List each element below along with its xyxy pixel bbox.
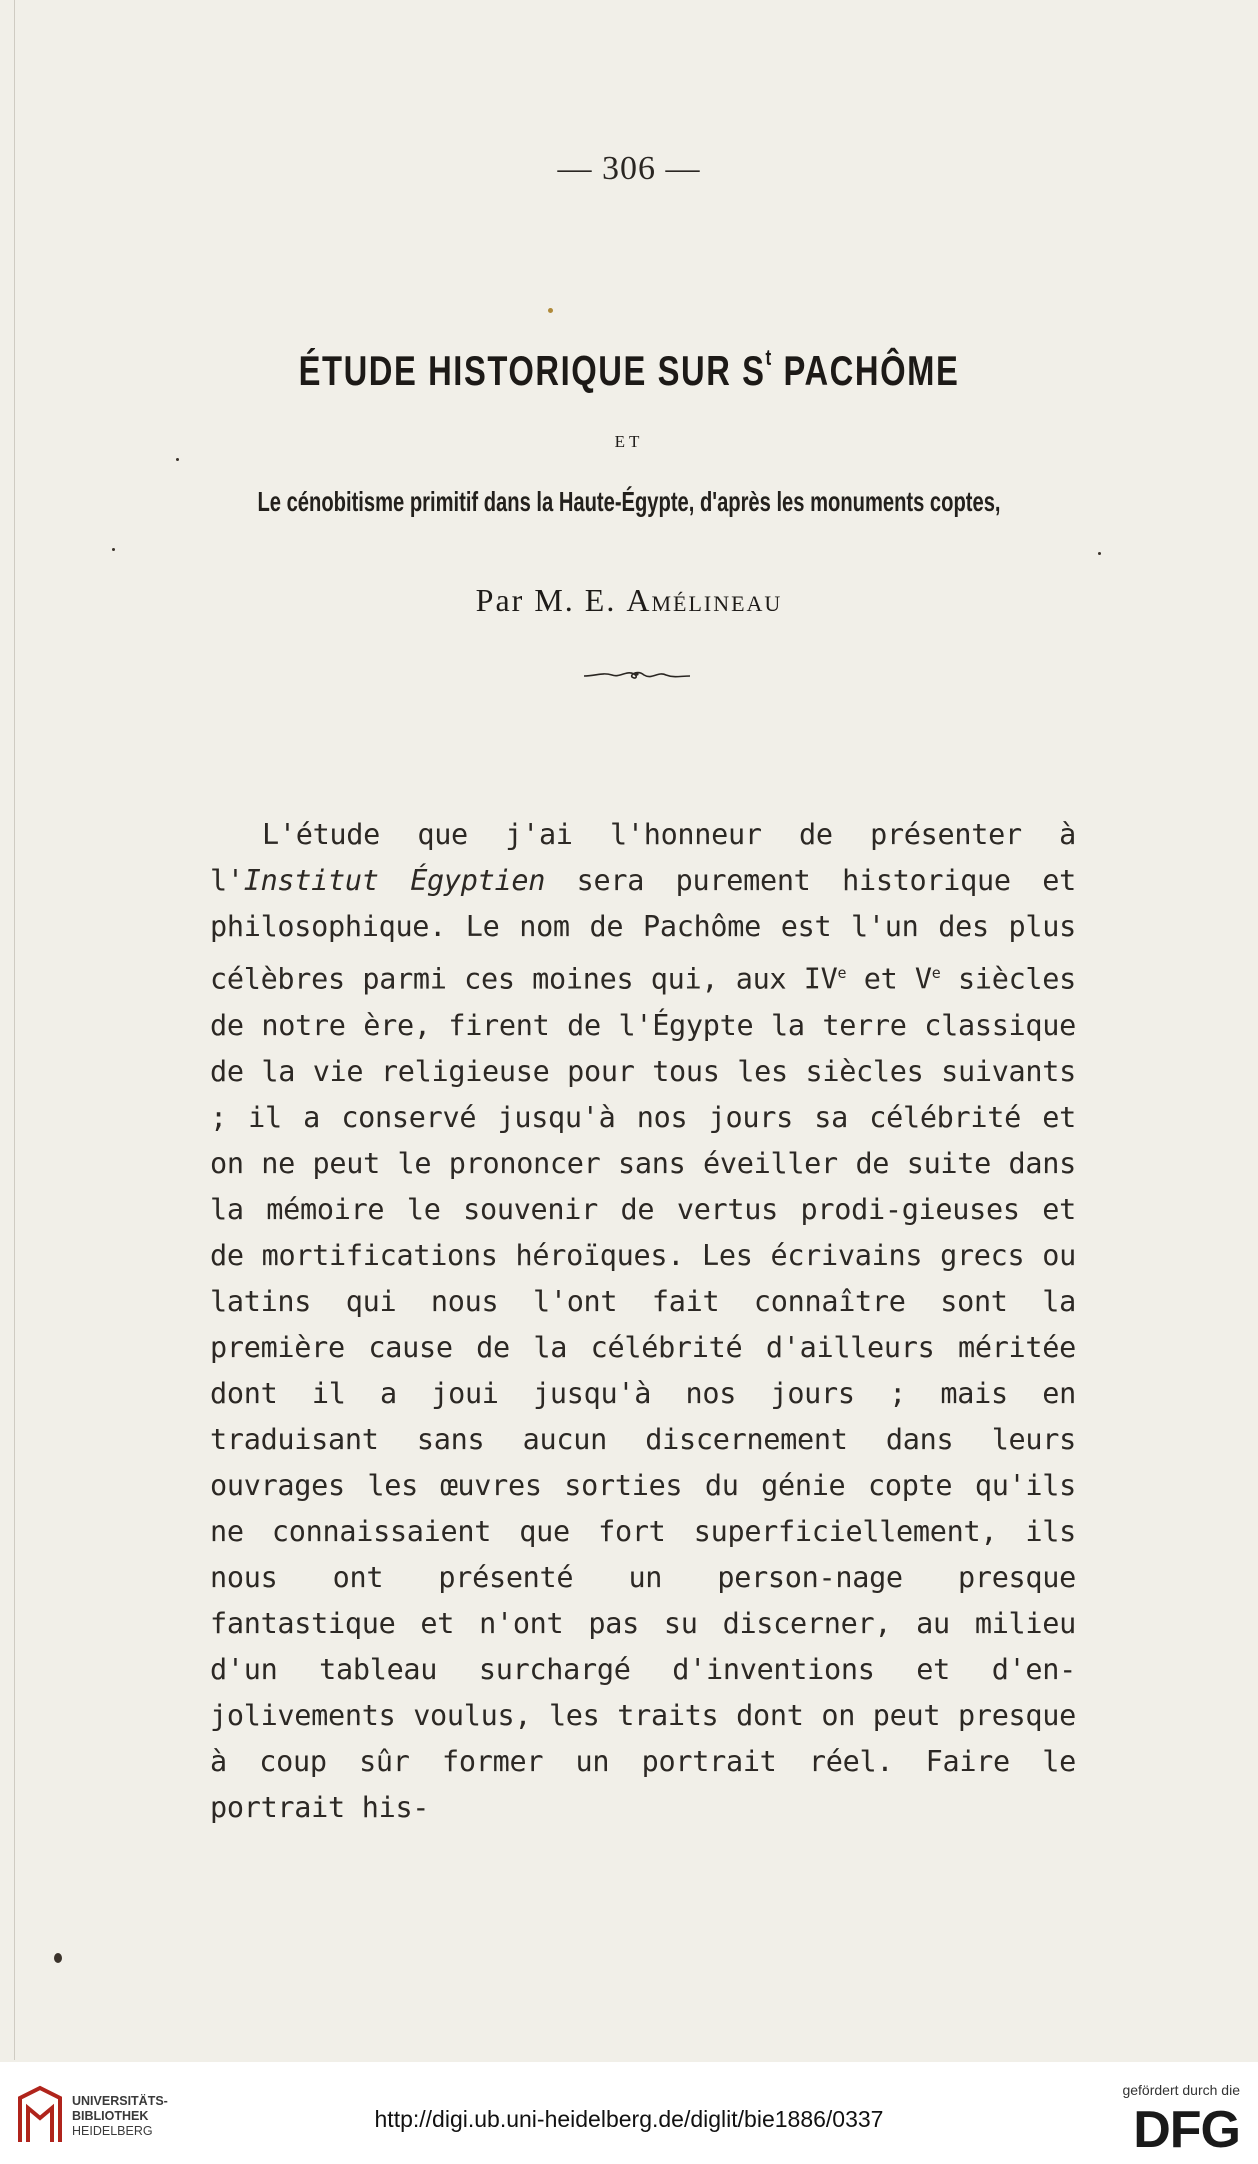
- article-body: [210, 812, 1076, 1831]
- body-superscript-2: e: [931, 964, 941, 982]
- body-superscript-1: e: [837, 964, 847, 982]
- footer-bar: [0, 2062, 1258, 2164]
- dfg-logo: DFG: [1133, 2101, 1240, 2159]
- page-number: — 306 —: [557, 150, 701, 187]
- body-paragraph: [210, 812, 1076, 1831]
- permalink-url[interactable]: http://digi.ub.uni-heidelberg.de/diglit/bie1886/0337: [374, 2106, 884, 2132]
- body-italic-institut: Institut: [243, 864, 379, 897]
- author-prefix: Par M. E.: [475, 582, 627, 618]
- title-main: ÉTUDE HISTORIQUE SUR S: [298, 347, 766, 394]
- body-text-1: L'étude que j'ai l'honneur de présenter à l': [210, 818, 1076, 897]
- print-speck: [54, 1953, 62, 1963]
- ornament-divider-icon: [582, 668, 692, 682]
- title-end: PACHÔME: [772, 347, 960, 394]
- funding-note: gefördert durch die: [1122, 2082, 1240, 2098]
- body-text-2: sera purement historique et philosophique. Le nom de Pachôme est l'un des plus célèbres parmi ces moines qui, aux IV: [210, 864, 1076, 996]
- library-line-2: BIBLIOTHEK: [72, 2109, 149, 2123]
- body-text-4: siècles de notre ère, firent de l'Égypte la terre classique de la vie religieuse pour tous les siècles suivants ; il a conservé jusqu'à nos jours sa célébrité et on ne peut le prononcer sans éveiller de suite dans la mémoire le souvenir de vertus prodi-gieuses et de mortifications héroïques. Les écrivains grecs ou latins qui nous l'ont fait connaître sont la première cause de la célébrité d'ailleurs méritée dont il a joui jusqu'à nos jours ; mais en traduisant sans aucun discernement dans leurs ouvrages les œuvres sorties du génie copte qu'ils ne connaissaient que fort superficiellement, ils nous ont présenté un person-nage presque fantastique et n'ont pas su discerner, au milieu d'un tableau surchargé d'inventions et d'en-jolivements voulus, les traits dont on peut presque à coup sûr former un portrait réel. Faire le portrait his-: [210, 962, 1077, 1824]
- body-text-3: et V: [846, 962, 932, 996]
- article-title: [138, 345, 1119, 395]
- author-name: Amélineau: [626, 582, 783, 618]
- article-subtitle: Le cénobitisme primitif dans la Haute-Égypte, d'après les monuments coptes,: [257, 486, 1001, 517]
- print-speck: [1098, 552, 1101, 555]
- print-speck: [176, 458, 179, 461]
- library-line-3: HEIDELBERG: [72, 2124, 153, 2138]
- title-conjunction: ET: [614, 432, 644, 451]
- title-superscript: t: [765, 345, 773, 370]
- print-speck: [548, 308, 553, 313]
- print-speck: [112, 548, 115, 551]
- library-line-1: UNIVERSITÄTS-: [72, 2094, 168, 2108]
- author-line: [0, 582, 1258, 619]
- body-italic-egyptien: Égyptien: [410, 864, 546, 897]
